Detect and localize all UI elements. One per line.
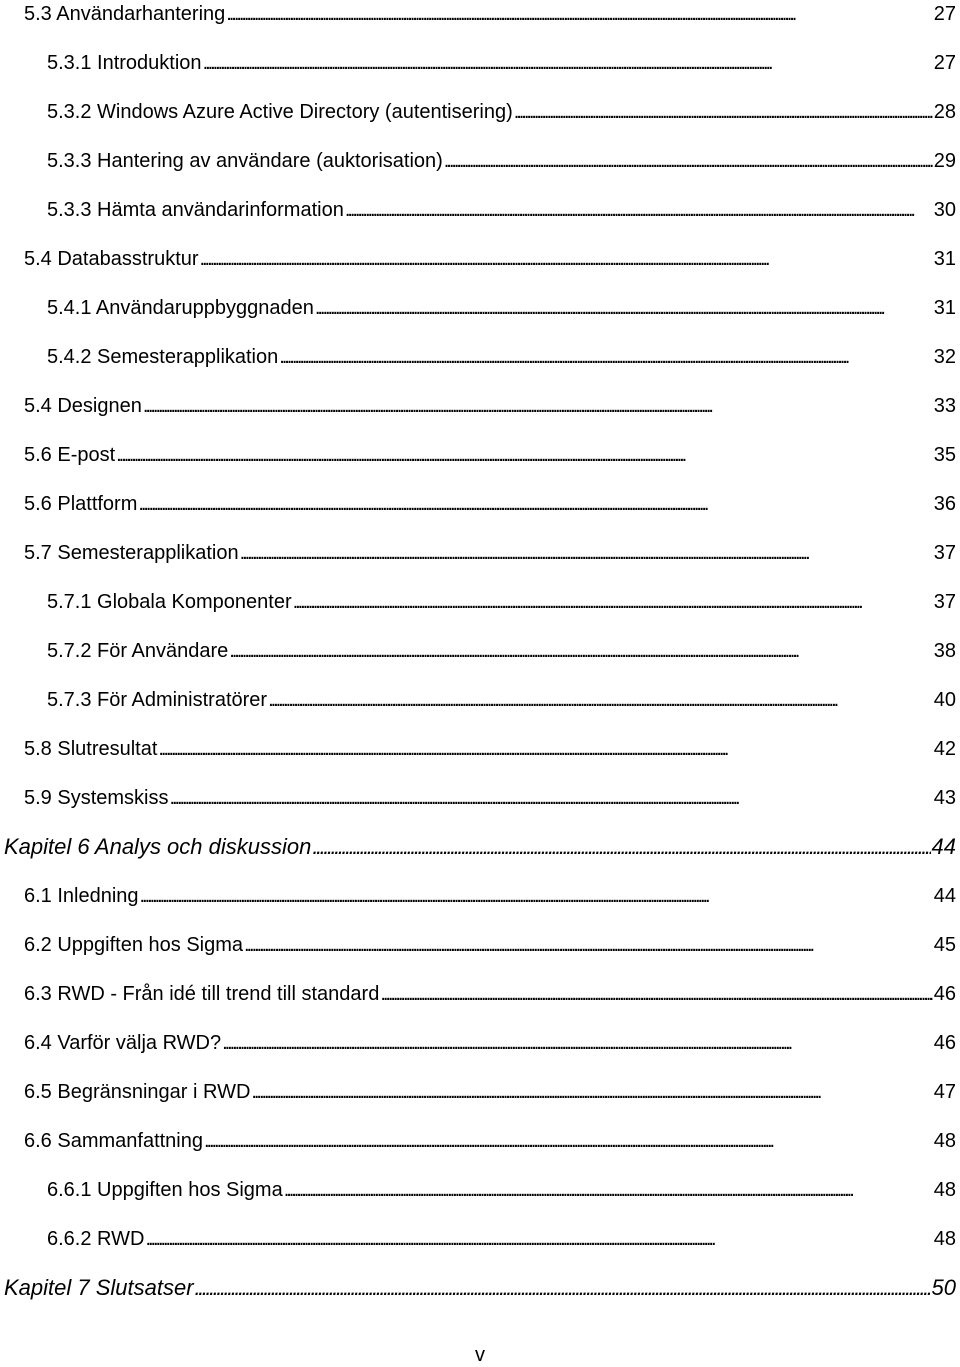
toc-dot-leader	[145, 1225, 932, 1253]
toc-entry-page-number: 46	[933, 1032, 956, 1054]
toc-dot-leader	[240, 539, 933, 567]
toc-dot-leader	[380, 980, 932, 1008]
toc-entry-page-number: 27	[933, 52, 956, 74]
toc-dot-leader	[312, 833, 930, 861]
toc-entry[interactable]	[0, 931, 956, 959]
toc-entry[interactable]	[0, 637, 956, 665]
toc-entry-title: Kapitel 7 Slutsatser	[4, 1275, 194, 1300]
toc-entry[interactable]	[0, 686, 956, 714]
toc-dot-leader	[158, 735, 932, 763]
toc-entry-page-number: 37	[933, 591, 956, 613]
toc-entry-page-number: 40	[933, 689, 956, 711]
toc-chapter-entry[interactable]	[0, 1274, 956, 1302]
toc-entry-title: 5.3.2 Windows Azure Active Directory (autentisering)	[47, 101, 513, 123]
toc-entry-title: 5.3 Användarhantering	[24, 3, 226, 25]
toc-entry-title: 6.4 Varför välja RWD?	[24, 1032, 222, 1054]
toc-dot-leader	[293, 588, 933, 616]
toc-entry-page-number: 31	[933, 248, 956, 270]
toc-dot-leader	[140, 882, 933, 910]
toc-entry-title: 5.3.3 Hämta användarinformation	[47, 199, 344, 221]
toc-dot-leader	[279, 343, 933, 371]
toc-entry-page-number: 28	[933, 101, 956, 123]
toc-dot-leader	[284, 1176, 933, 1204]
toc-entry[interactable]	[0, 343, 956, 371]
toc-entry-title: 5.7.3 För Administratörer	[47, 689, 268, 711]
toc-entry[interactable]	[0, 1176, 956, 1204]
toc-dot-leader	[203, 49, 933, 77]
toc-entry[interactable]	[0, 49, 956, 77]
toc-entry[interactable]	[0, 196, 956, 224]
toc-dot-leader	[268, 686, 933, 714]
toc-entry-page-number: 36	[933, 493, 956, 515]
toc-dot-leader	[200, 245, 933, 273]
toc-entry-title: 5.6 Plattform	[24, 493, 138, 515]
toc-entry-title: 5.6 E-post	[24, 444, 116, 466]
toc-entry[interactable]	[0, 0, 956, 28]
toc-entry-page-number: 46	[933, 983, 956, 1005]
toc-dot-leader	[229, 637, 933, 665]
toc-dot-leader	[514, 98, 933, 126]
toc-entry-page-number: 42	[933, 738, 956, 760]
toc-dot-leader	[138, 490, 932, 518]
toc-entry-title: 5.4 Designen	[24, 395, 142, 417]
toc-entry[interactable]	[0, 441, 956, 469]
toc-entry-page-number: 47	[933, 1081, 956, 1103]
toc-entry[interactable]	[0, 147, 956, 175]
toc-entry-page-number: 35	[933, 444, 956, 466]
toc-entry-page-number: 32	[933, 346, 956, 368]
toc-entry-page-number: 43	[933, 787, 956, 809]
toc-dot-leader	[226, 0, 932, 28]
toc-entry-page-number: 45	[933, 934, 956, 956]
toc-entry-title: Kapitel 6 Analys och diskussion	[4, 834, 312, 859]
toc-entry-page-number: 33	[933, 395, 956, 417]
toc-entry-page-number: 44	[933, 885, 956, 907]
toc-entry-page-number: 37	[933, 542, 956, 564]
toc-entry-page-number: 31	[933, 297, 956, 319]
toc-entry[interactable]	[0, 539, 956, 567]
toc-dot-leader	[345, 196, 933, 224]
toc-entry-title: 6.6.2 RWD	[47, 1228, 145, 1250]
toc-entry[interactable]	[0, 98, 956, 126]
toc-dot-leader	[315, 294, 933, 322]
toc-entry-page-number: 44	[931, 834, 956, 859]
toc-entry[interactable]	[0, 1127, 956, 1155]
toc-entry-page-number: 48	[933, 1179, 956, 1201]
toc-entry-title: 5.4.2 Semesterapplikation	[47, 346, 279, 368]
toc-entry-page-number: 48	[933, 1130, 956, 1152]
toc-dot-leader	[244, 931, 933, 959]
toc-dot-leader	[444, 147, 933, 175]
toc-entry[interactable]	[0, 1225, 956, 1253]
toc-entry-title: 5.7.2 För Användare	[47, 640, 229, 662]
toc-dot-leader	[143, 392, 933, 420]
toc-entry-title: 6.5 Begränsningar i RWD	[24, 1081, 251, 1103]
toc-entry-page-number: 50	[931, 1275, 956, 1300]
toc-entry-title: 6.2 Uppgiften hos Sigma	[24, 934, 244, 956]
toc-entry-page-number: 27	[933, 3, 956, 25]
toc-entry[interactable]	[0, 294, 956, 322]
toc-entry[interactable]	[0, 1029, 956, 1057]
page-number: v	[475, 1344, 485, 1366]
toc-entry-title: 6.6 Sammanfattning	[24, 1130, 203, 1152]
toc-entry[interactable]	[0, 490, 956, 518]
toc-chapter-entry[interactable]	[0, 833, 956, 861]
toc-entry[interactable]	[0, 980, 956, 1008]
toc-entry-page-number: 38	[933, 640, 956, 662]
toc-entry-title: 5.7.1 Globala Komponenter	[47, 591, 292, 613]
toc-dot-leader	[204, 1127, 933, 1155]
toc-entry-title: 6.6.1 Uppgiften hos Sigma	[47, 1179, 283, 1201]
toc-entry-page-number: 29	[933, 150, 956, 172]
toc-dot-leader	[116, 441, 933, 469]
toc-entry[interactable]	[0, 588, 956, 616]
toc-entry-title: 5.4 Databasstruktur	[24, 248, 199, 270]
toc-entry-title: 6.3 RWD - Från idé till trend till standard	[24, 983, 380, 1005]
toc-entry-title: 5.7 Semesterapplikation	[24, 542, 239, 564]
toc-entry[interactable]	[0, 1078, 956, 1106]
toc-entry-title: 6.1 Inledning	[24, 885, 139, 907]
toc-entry-page-number: 48	[933, 1228, 956, 1250]
toc-entry[interactable]	[0, 882, 956, 910]
toc-entry-title: 5.9 Systemskiss	[24, 787, 169, 809]
toc-entry-page-number: 30	[933, 199, 956, 221]
toc-entry-title: 5.8 Slutresultat	[24, 738, 158, 760]
toc-entry-title: 5.4.1 Användaruppbyggnaden	[47, 297, 314, 319]
toc-dot-leader	[251, 1078, 932, 1106]
toc-dot-leader	[222, 1029, 933, 1057]
toc-entry-title: 5.3.1 Introduktion	[47, 52, 202, 74]
toc-entry[interactable]	[0, 784, 956, 812]
toc-entry-title: 5.3.3 Hantering av användare (auktorisation)	[47, 150, 443, 172]
toc-dot-leader	[169, 784, 932, 812]
toc-entry[interactable]	[0, 392, 956, 420]
toc-dot-leader	[195, 1274, 931, 1302]
toc-entry[interactable]	[0, 245, 956, 273]
toc-entry[interactable]	[0, 735, 956, 763]
